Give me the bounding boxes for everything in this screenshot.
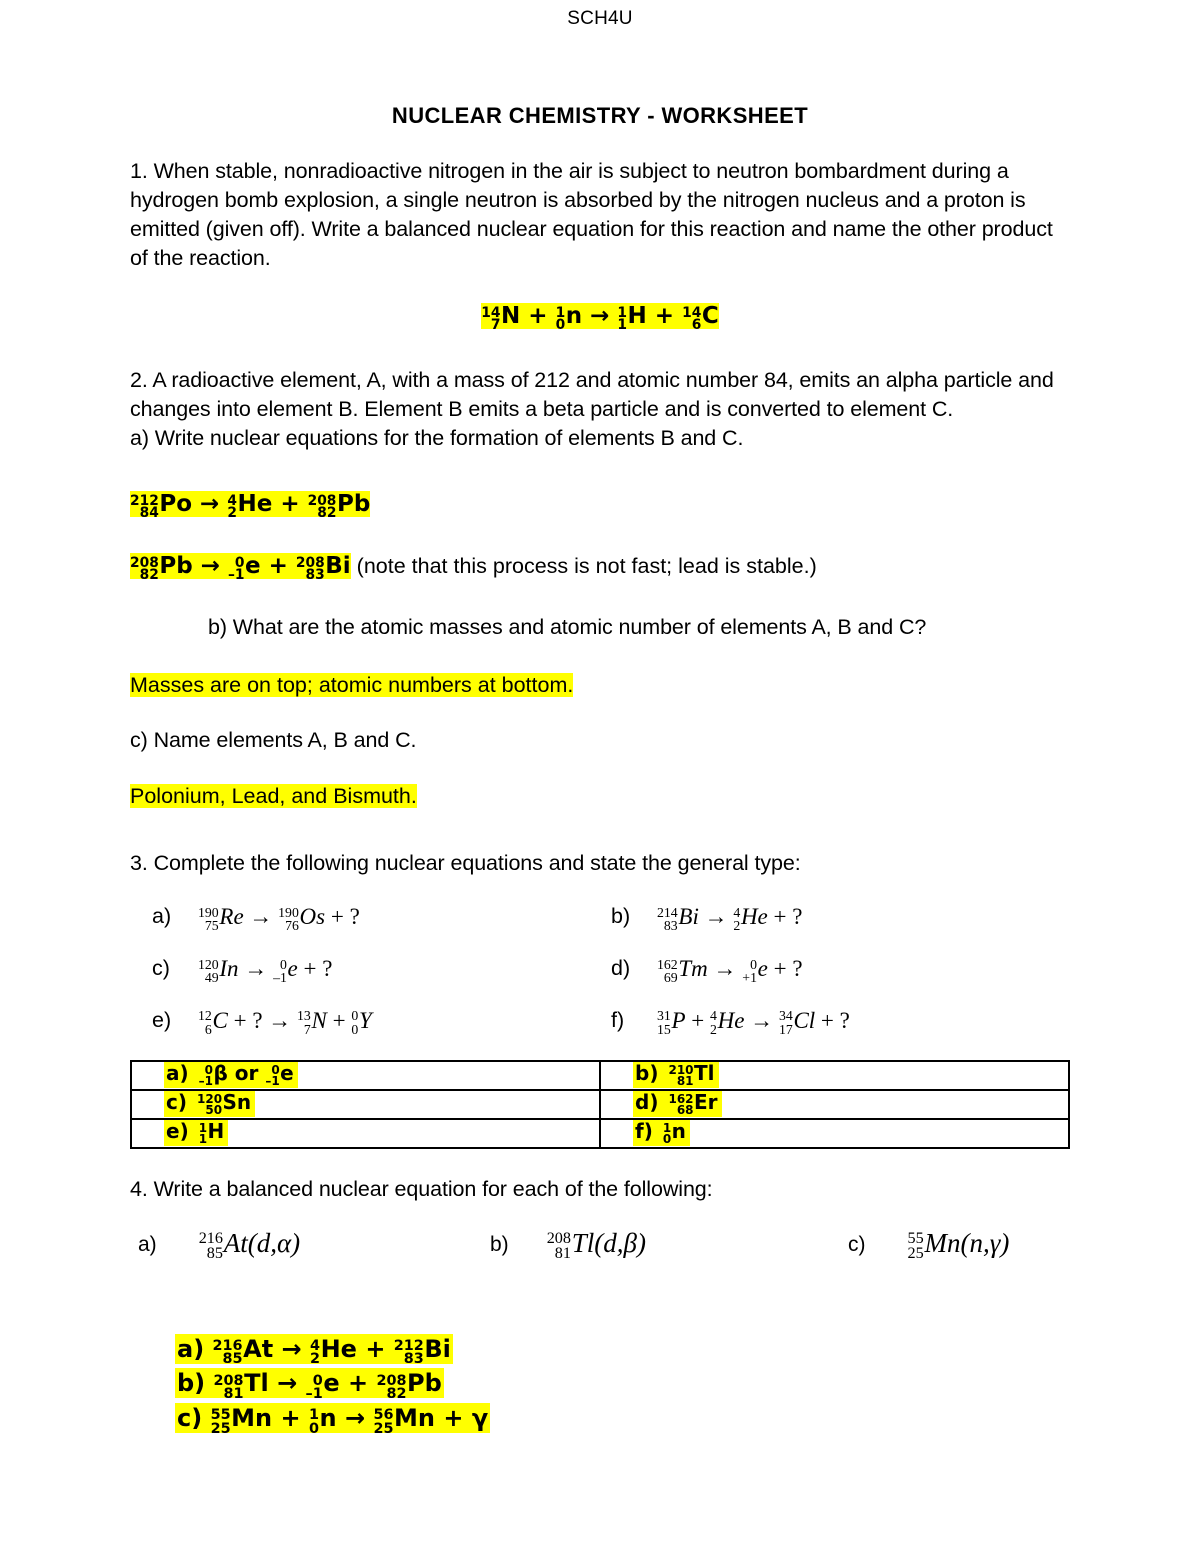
equation-item-f xyxy=(611,1008,1070,1036)
equation-row xyxy=(152,1008,1070,1036)
equation-item-d xyxy=(611,956,1070,984)
equation-item-b xyxy=(611,904,1070,932)
item-label: e) xyxy=(152,1007,172,1032)
question-2c-prompt: c) Name elements A, B and C. xyxy=(130,728,417,752)
question-4-item-b xyxy=(490,1228,646,1262)
question-3-equation-grid xyxy=(130,904,1070,1036)
question-4-text: 4. Write a balanced nuclear equation for each of the following: xyxy=(130,1176,713,1201)
equation-math: 214 83 Bi → 4 2 He + ? xyxy=(657,904,803,933)
table-body xyxy=(131,1061,1069,1148)
question-1-text: 1. When stable, nonradioactive nitrogen in the air is subject to neutron bombardment during a hydrogen bomb explosion, a single neutron is absorbed by the nitrogen nucleus and a proton is emitted (given off). Write a balanced nuclear equation for this reaction and name the other product of the reaction. xyxy=(130,159,1053,270)
answer-note: (note that this process is not fast; lead is stable.) xyxy=(350,554,817,578)
item-label: a) xyxy=(138,1232,157,1256)
table-cell-b xyxy=(600,1061,1069,1090)
item-label: a) xyxy=(152,904,172,928)
answer-cell: f) 1 0 n xyxy=(633,1120,690,1146)
item-label: b) xyxy=(490,1232,509,1256)
question-1-answer xyxy=(130,299,1070,333)
item-notation: 216 85 At(d,α) xyxy=(198,1227,301,1263)
table-row xyxy=(131,1090,1069,1119)
item-label: c) xyxy=(152,955,170,980)
page-title: NUCLEAR CHEMISTRY - WORKSHEET xyxy=(391,103,809,128)
equation-math: 12 6 C + ? → 13 7 N + 0 0 Y xyxy=(198,1007,372,1037)
equation-math: 120 49 In → 0 –1 e + ? xyxy=(198,955,333,985)
table-cell-c xyxy=(131,1090,600,1119)
answer-cell: d) 162 68 Er xyxy=(633,1091,722,1117)
equation-math: 190 75 Re → 190 76 Os + ? xyxy=(198,904,360,933)
question-4-answers xyxy=(130,1332,1070,1436)
equation-item-a xyxy=(152,904,611,932)
course-code: SCH4U xyxy=(567,8,633,29)
item-notation: 208 81 Tl(d,β) xyxy=(546,1227,646,1263)
answer-equation: b) 208 81 Tl → 0 –1 e + 208 82 Pb xyxy=(177,1369,442,1402)
answer-equation: 14 7 N + 1 0 n → 1 1 H + 14 6 C xyxy=(481,303,719,334)
question-2b-answer xyxy=(130,670,1070,700)
final-answer-b xyxy=(175,1366,1070,1401)
final-answer-a xyxy=(175,1332,1070,1367)
answer-cell: c) 120 50 Sn xyxy=(164,1091,255,1117)
equation-item-c xyxy=(152,956,611,984)
item-label: b) xyxy=(611,904,631,928)
item-label: c) xyxy=(848,1232,866,1256)
table-cell-f xyxy=(600,1119,1069,1148)
equation-item-e xyxy=(152,1008,611,1036)
question-2a-prompt: a) Write nuclear equations for the formation of elements B and C. xyxy=(130,426,744,450)
answer-equation: 208 82 Pb → 0 –1 e + 208 83 Bi xyxy=(130,553,351,584)
table-cell-a xyxy=(131,1061,600,1090)
table-cell-d xyxy=(600,1090,1069,1119)
question-4-items xyxy=(130,1228,1070,1288)
question-2b-prompt: b) What are the atomic masses and atomic number of elements A, B and C? xyxy=(208,615,927,639)
final-answer-c xyxy=(175,1401,1070,1436)
answer-text: Masses are on top; atomic numbers at bottom. xyxy=(130,673,574,697)
question-2a-answer-2 xyxy=(130,549,1070,583)
question-3-answer-table xyxy=(130,1060,1070,1149)
item-label: f) xyxy=(611,1007,625,1032)
answer-cell: e) 1 1 H xyxy=(164,1120,228,1146)
equation-math: 162 69 Tm → 0 +1 e + ? xyxy=(657,955,803,985)
answer-equation: c) 55 25 Mn + 1 0 n → 56 25 Mn + γ xyxy=(177,1404,489,1437)
answer-cell: b) 210 81 Tl xyxy=(633,1062,719,1088)
table-row xyxy=(131,1061,1069,1090)
question-2a-answer-1 xyxy=(130,487,1070,521)
answer-equation: a) 216 85 At → 4 2 He + 212 83 Bi xyxy=(177,1334,451,1368)
question-4-item-c xyxy=(848,1228,1009,1262)
equation-row xyxy=(152,956,1070,984)
answer-cell: a) 0 –1 β or 0 –1 e xyxy=(164,1062,298,1088)
question-4-item-a xyxy=(138,1228,300,1262)
question-2-text: 2. A radioactive element, A, with a mass of 212 and atomic number 84, emits an alpha particle and changes into element B. Element B emits a beta particle and is converted to element C. xyxy=(130,368,1054,421)
equation-math: 31 15 P + 4 2 He → 34 17 Cl + ? xyxy=(657,1007,850,1037)
answer-text: Polonium, Lead, and Bismuth. xyxy=(130,784,417,808)
table-row xyxy=(131,1119,1069,1148)
question-2c-answer xyxy=(130,781,1070,811)
answer-equation: 212 84 Po → 4 2 He + 208 82 Pb xyxy=(130,491,371,522)
equation-row xyxy=(152,904,1070,932)
question-3-text: 3. Complete the following nuclear equations and state the general type: xyxy=(130,851,801,875)
table-cell-e xyxy=(131,1119,600,1148)
item-notation: 55 25 Mn(n,γ) xyxy=(907,1227,1010,1263)
item-label: d) xyxy=(611,955,631,980)
